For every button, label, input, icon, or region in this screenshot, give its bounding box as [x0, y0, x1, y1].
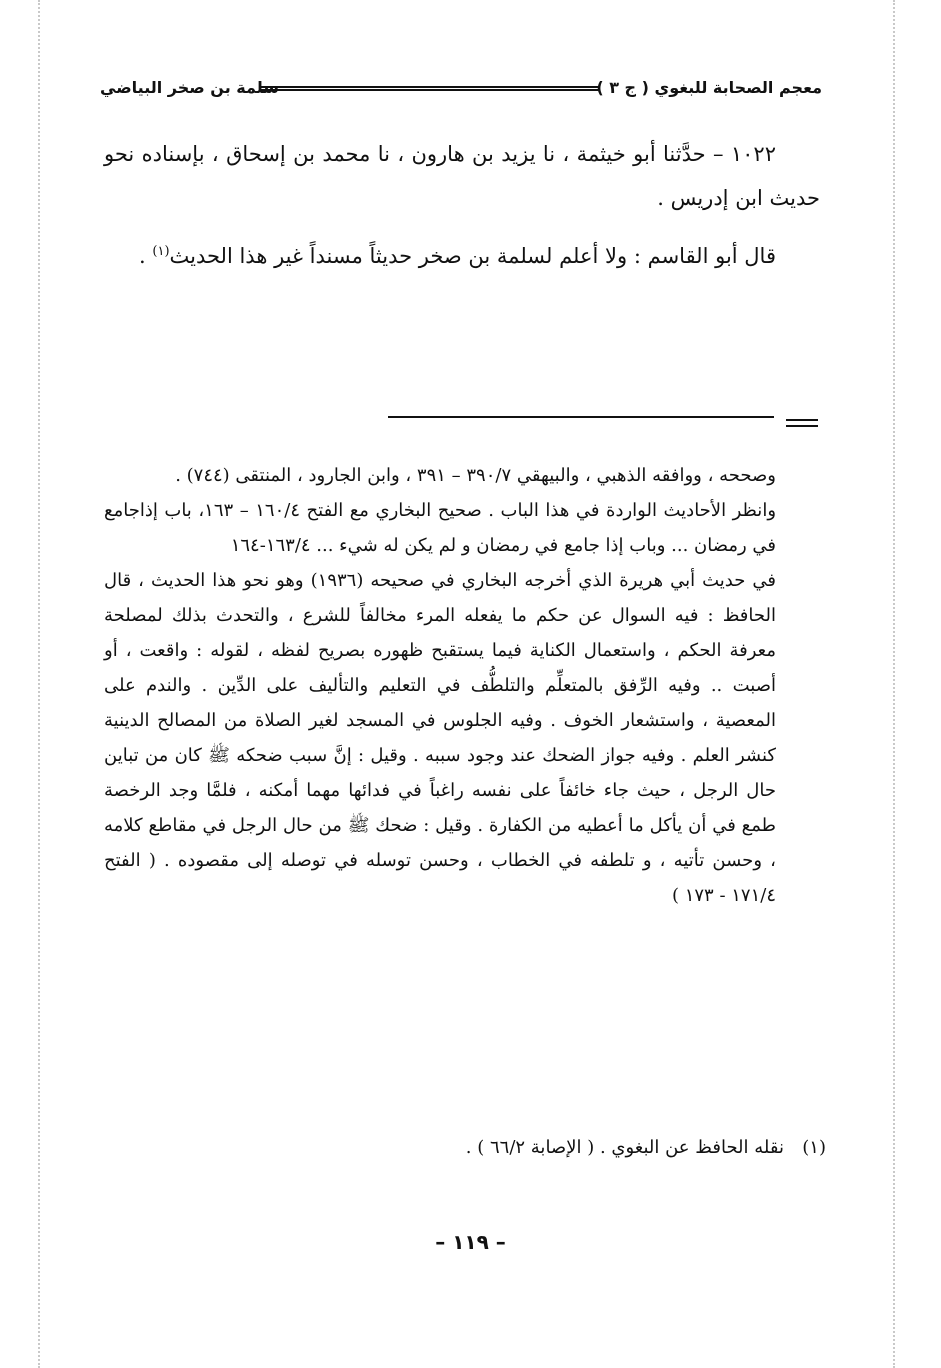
header-rule — [260, 86, 600, 91]
author-comment-text: قال أبو القاسم : ولا أعلم لسلمة بن صخر حديثاً مسنداً غير هذا الحديث — [169, 244, 776, 268]
hadith-isnad: ١٠٢٢ – حدَّثنا أبو خيثمة ، نا يزيد بن هارون ، نا محمد بن إسحاق ، بإسناده نحو حديث ابن إدريس . — [104, 142, 820, 210]
footnote-number: (١) — [802, 1137, 826, 1158]
note-paragraph: في حديث أبي هريرة الذي أخرجه البخاري في صحيحه (١٩٣٦) وهو نحو هذا الحديث ، قال الحافظ : فيه السوال عن حكم ما يفعله المرء مخالفاً للشرع ، والتحدث بذلك لمصلحة معرفة الحكم ، واستعمال الكناية فيما يستقبح ظهوره بصريح لفظه ، لقوله : واقعت ، أو أصبت .. وفيه الرِّفق بالمتعلِّم والتلطُّف في التعليم والتأليف على الدِّين . والندم على المعصية ، واستشعار الخوف . وفيه الجلوس في المسجد لغير الصلاة من المصالح الدينية كنشر العلم . وفيه جواز الضحك عند وجود سببه . وقيل : إنَّ سبب ضحكه ﷺ كان من تباين حال الرجل ، حيث جاء خائفاً على نفسه راغباً في فدائها مهما أمكنه ، فلمَّا وجد الرخصة طمع في أن يأكل ما أعطيه من الكفارة . وقيل : ضحك ﷺ من حال الرجل في مقاطع كلامه ، وحسن تأتيه ، و تلطفه في الخطاب ، وحسن توسله في توصله إلى مقصوده . ( الفتح ١٧١/٤ - ١٧٣ ) — [104, 570, 776, 906]
hadith-text — [104, 132, 820, 288]
author-comment — [104, 230, 820, 278]
continuation-mark — [786, 419, 818, 427]
scan-margin-dots — [38, 0, 40, 1368]
section-person: سلمة بن صخر البياضي — [100, 78, 279, 97]
scan-margin-dots — [893, 0, 895, 1368]
running-header — [100, 72, 822, 112]
footnote-text: نقله الحافظ عن البغوي . ( الإصابة ٦٦/٢ ) . — [465, 1137, 784, 1158]
book-title: معجم الصحابة للبغوي ( ج ٣ ) — [596, 78, 822, 97]
footnote — [104, 1130, 826, 1165]
continued-footnote-notes — [104, 458, 776, 913]
page-number: – ١١٩ – — [435, 1230, 506, 1254]
author-comment-end: . — [139, 244, 153, 268]
footnote-separator — [388, 416, 774, 418]
note-paragraph: وانظر الأحاديث الواردة في هذا الباب . صحيح البخاري مع الفتح ١٦٠/٤ – ١٦٣، باب إذاجامع في رمضان ... وباب إذا جامع في رمضان و لم يكن له شيء ... ١٦٣/٤-١٦٤ — [104, 500, 777, 556]
footnote-reference: (١) — [152, 244, 170, 259]
note-paragraph: وصححه ، ووافقه الذهبي ، والبيهقي ٣٩٠/٧ – ٣٩١ ، وابن الجارود ، المنتقى (٧٤٤) . — [175, 465, 776, 486]
